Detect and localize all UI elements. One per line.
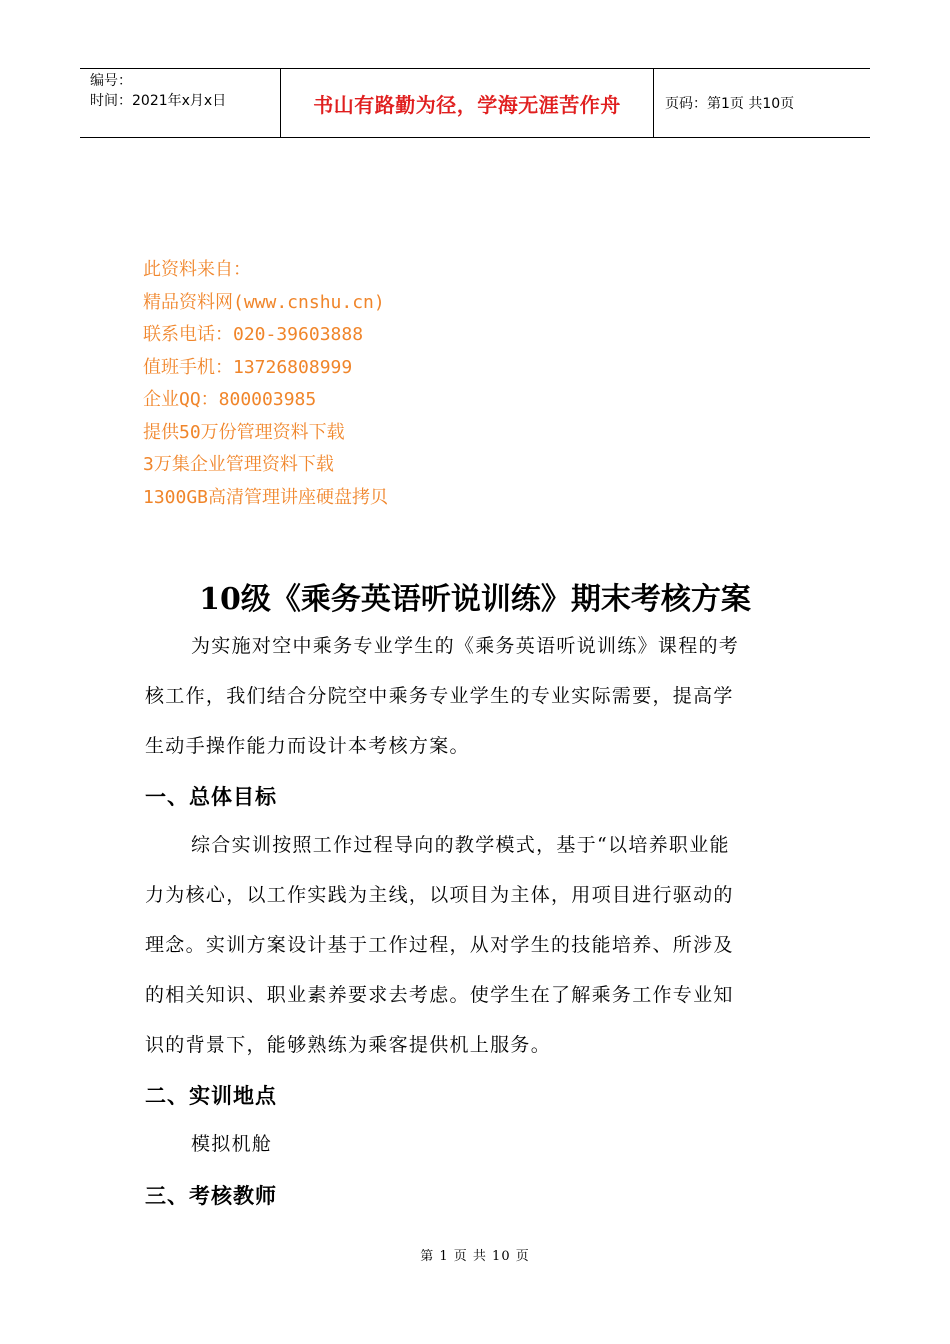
source-line: 值班手机：13726808999 xyxy=(143,356,353,378)
source-line: 提供50万份管理资料下载 xyxy=(143,421,345,443)
paragraph-line: 识的背景下，能够熟练为乘客提供机上服务。 xyxy=(145,1034,552,1056)
source-line: 1300GB高清管理讲座硬盘拷贝 xyxy=(143,486,389,508)
header-page-info: 页码：第1页 共10页 xyxy=(665,96,795,112)
header-motto-cell xyxy=(281,69,654,137)
section-heading: 二、实训地点 xyxy=(145,1084,277,1108)
page-header xyxy=(80,68,870,138)
paragraph-line: 模拟机舱 xyxy=(191,1133,273,1155)
section1-paragraph xyxy=(145,820,805,1070)
section-heading: 一、总体目标 xyxy=(145,785,277,809)
source-info-block xyxy=(143,254,388,514)
section-heading: 三、考核教师 xyxy=(145,1184,277,1208)
section2-paragraph xyxy=(145,1119,805,1169)
header-meta xyxy=(80,69,281,137)
date-label: 时间：2021年x月x日 xyxy=(90,93,227,109)
header-motto: 书山有路勤为径，学海无涯苦作舟 xyxy=(313,92,621,117)
source-line: 3万集企业管理资料下载 xyxy=(143,454,334,475)
paragraph-line: 理念。实训方案设计基于工作过程，从对学生的技能培养、所涉及 xyxy=(145,934,734,956)
paragraph-line: 核工作，我们结合分院空中乘务专业学生的专业实际需要，提高学 xyxy=(145,685,734,707)
paragraph-line: 的相关知识、职业素养要求去考虑。使学生在了解乘务工作专业知 xyxy=(145,984,734,1006)
source-line: 精品资料网(www.cnshu.cn) xyxy=(143,291,385,313)
paragraph-line: 生动手操作能力而设计本考核方案。 xyxy=(145,735,470,757)
source-line: 此资料来自： xyxy=(143,259,251,280)
paragraph-line: 力为核心，以工作实践为主线，以项目为主体，用项目进行驱动的 xyxy=(145,884,734,906)
paragraph-line: 综合实训按照工作过程导向的教学模式，基于“以培养职业能 xyxy=(191,834,730,856)
number-label: 编号： xyxy=(90,73,132,89)
intro-paragraph xyxy=(145,621,805,771)
source-line: 联系电话：020-39603888 xyxy=(143,324,364,345)
paragraph-line: 为实施对空中乘务专业学生的《乘务英语听说训练》课程的考 xyxy=(191,635,740,657)
document-title: 10级《乘务英语听说训练》期末考核方案 xyxy=(199,582,751,617)
source-line: 企业QQ：800003985 xyxy=(143,389,317,410)
page-footer: 第 1 页 共 10 页 xyxy=(420,1249,530,1264)
